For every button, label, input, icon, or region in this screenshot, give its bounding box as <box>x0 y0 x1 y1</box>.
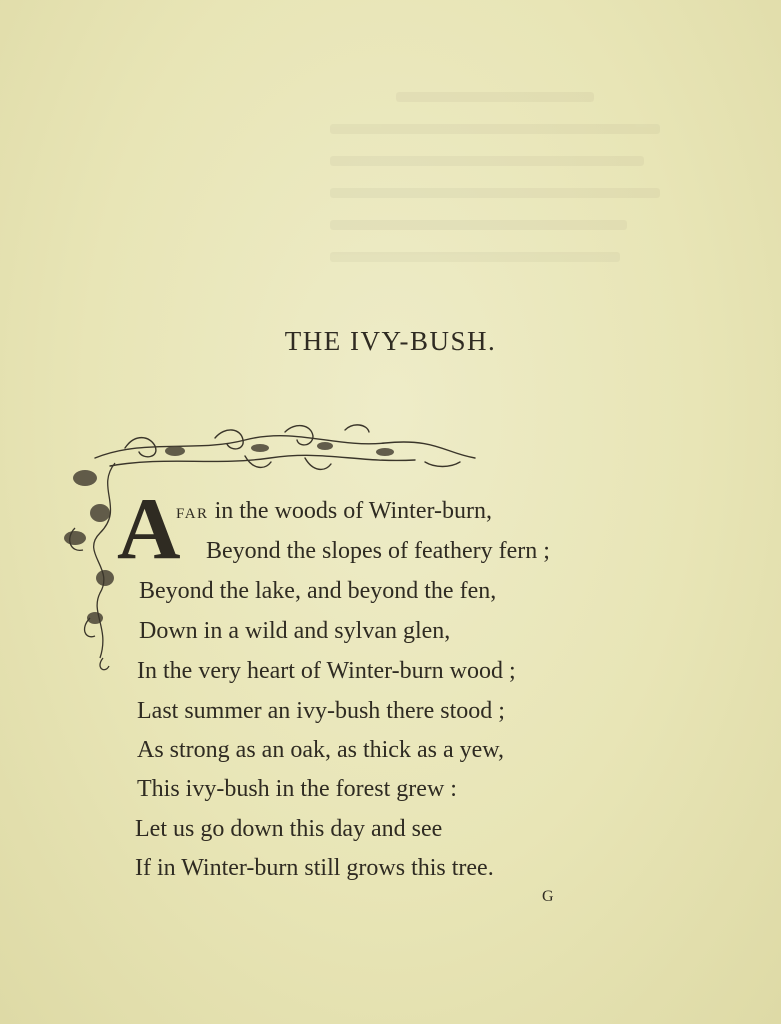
poem-line-9: Let us go down this day and see <box>135 816 443 842</box>
poem-line-3: Beyond the lake, and beyond the fen, <box>139 578 497 604</box>
drop-cap: A <box>117 481 181 578</box>
poem-line-10: If in Winter-burn still grows this tree. <box>135 855 494 881</box>
first-word-smallcaps: FAR <box>176 506 209 522</box>
poem-line-7: As strong as an oak, as thick as a yew, <box>137 737 505 763</box>
poem-line-5: In the very heart of Winter-burn wood ; <box>137 658 516 684</box>
reverse-side-show-through <box>330 70 660 370</box>
poem-line-1 <box>176 496 492 529</box>
first-line-text: in the woods of Winter-burn, <box>208 498 492 524</box>
page-title: THE IVY-BUSH. <box>284 326 497 356</box>
poem-line-4: Down in a wild and sylvan glen, <box>139 618 451 644</box>
poem-line-6: Last summer an ivy-bush there stood ; <box>137 698 505 724</box>
signature-mark: G <box>542 888 554 905</box>
poem-line-8: This ivy-bush in the forest grew : <box>137 776 457 802</box>
poem-line-2: Beyond the slopes of feathery fern ; <box>206 538 550 564</box>
